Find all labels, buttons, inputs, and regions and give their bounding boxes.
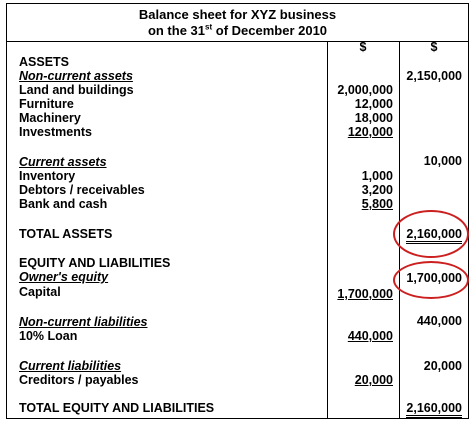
column-header-2: $ — [430, 40, 438, 54]
asset-row-value: 120,000 — [347, 125, 393, 139]
owners-equity-total: 1,700,000 — [406, 271, 462, 285]
equity-liabilities-heading: EQUITY AND LIABILITIES — [19, 256, 171, 270]
current-liabilities-heading: Current liabilities — [19, 359, 122, 373]
asset-row-value: 3,200 — [361, 183, 393, 197]
asset-row-label: Machinery — [19, 111, 81, 125]
liability-row-value: 20,000 — [354, 373, 393, 387]
asset-row-label: Debtors / receivables — [19, 183, 145, 197]
owners-equity-heading: Owner's equity — [19, 270, 109, 284]
non-current-assets-total: 2,150,000 — [406, 69, 462, 83]
asset-row-label: Furniture — [19, 97, 74, 111]
asset-row-label: Bank and cash — [19, 197, 108, 211]
title-line-2: on the 31st of December 2010 — [147, 22, 328, 38]
current-assets-total: 10,000 — [423, 154, 462, 168]
non-current-liabilities-total: 440,000 — [416, 314, 462, 328]
asset-row-value: 1,000 — [361, 169, 393, 183]
equity-row-label: Capital — [19, 285, 61, 299]
asset-row-value: 12,000 — [354, 97, 393, 111]
assets-heading: ASSETS — [19, 55, 70, 69]
balance-sheet — [6, 3, 469, 419]
total-assets-value: 2,160,000 — [406, 228, 462, 244]
liability-row-label: Creditors / payables — [19, 373, 139, 387]
title-line-1: Balance sheet for XYZ business — [138, 7, 337, 22]
non-current-liabilities-heading: Non-current liabilities — [19, 315, 148, 329]
title-band — [7, 4, 468, 42]
highlight-ring-total-assets — [393, 210, 469, 258]
liability-row-label: 10% Loan — [19, 329, 78, 343]
asset-row-label: Inventory — [19, 169, 76, 183]
equity-row-value: 1,700,000 — [337, 287, 393, 301]
total-equity-liabilities-value: 2,160,000 — [406, 402, 462, 418]
column-divider-1 — [327, 42, 328, 418]
current-liabilities-total: 20,000 — [423, 359, 462, 373]
asset-row-label: Land and buildings — [19, 83, 134, 97]
asset-row-value: 2,000,000 — [337, 83, 393, 97]
total-equity-liabilities-label: TOTAL EQUITY AND LIABILITIES — [19, 401, 215, 415]
column-header-1: $ — [359, 40, 367, 54]
asset-row-value: 5,800 — [361, 197, 393, 211]
total-assets-label: TOTAL ASSETS — [19, 227, 113, 241]
asset-row-label: Investments — [19, 125, 92, 139]
liability-row-value: 440,000 — [347, 329, 393, 343]
current-assets-heading: Current assets — [19, 155, 107, 169]
non-current-assets-heading: Non-current assets — [19, 69, 133, 83]
asset-row-value: 18,000 — [354, 111, 393, 125]
highlight-ring-owners-equity — [393, 261, 469, 299]
